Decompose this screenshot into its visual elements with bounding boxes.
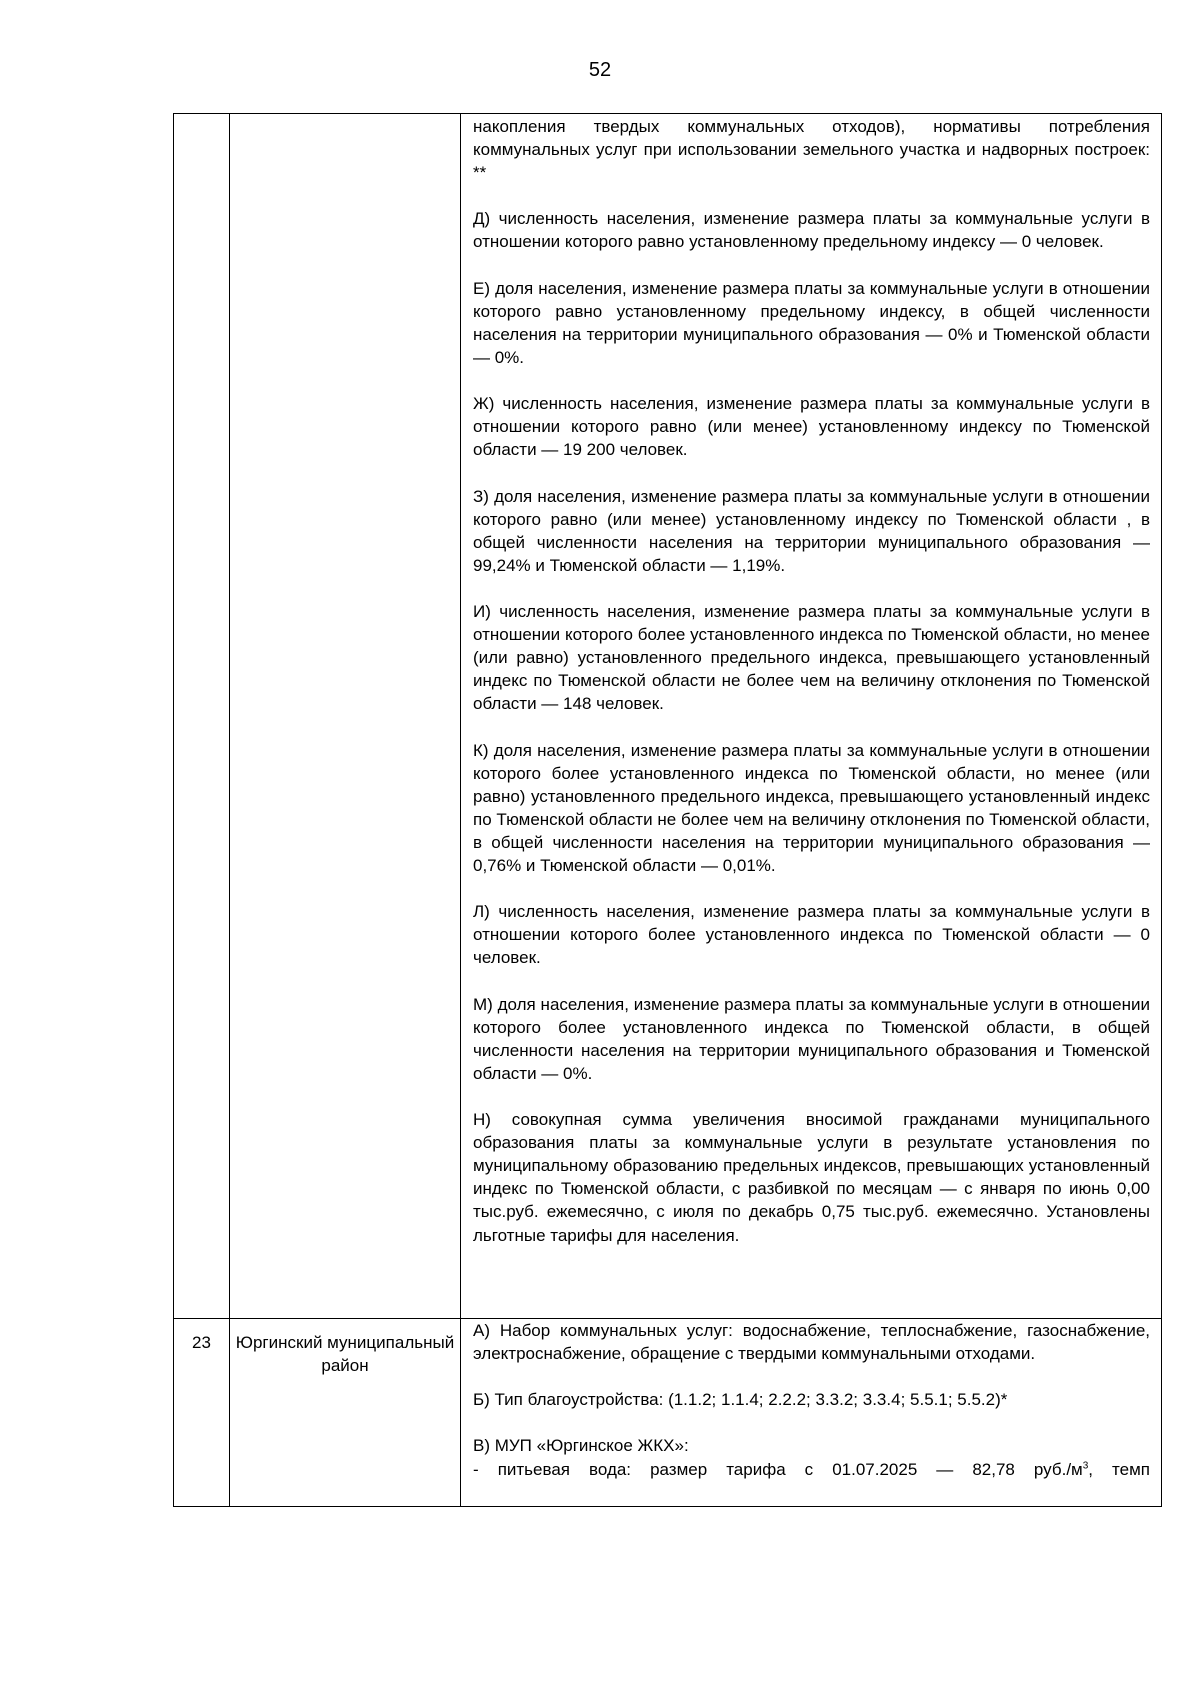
paragraph — [473, 1458, 1150, 1481]
paragraph: А) Набор коммунальных услуг: водоснабжение, теплоснабжение, газоснабжение, электроснабжение, обращение с твердыми коммунальными отходами. — [473, 1321, 1150, 1364]
superscript: 3 — [1082, 1459, 1089, 1471]
paragraph: Ж) численность населения, изменение размера платы за коммунальные услуги в отношении которого равно (или менее) установленному индексу по Тюменской области — 19 200 человек. — [473, 394, 1150, 460]
tariff-text: - питьевая вода: размер тарифа с 01.07.2025 — 82,78 руб./м — [473, 1459, 1083, 1479]
table-row — [174, 1319, 1162, 1507]
paragraph: М) доля населения, изменение размера платы за коммунальные услуги в отношении которого более установленного индекса по Тюменской области, в общей численности населения на территории муниципального образования и Тюменской области — 0%. — [473, 994, 1150, 1083]
municipality-cell: Юргинский муниципальный район — [230, 1319, 461, 1507]
paragraph: З) доля населения, изменение размера платы за коммунальные услуги в отношении которого равно (или менее) установленному индексу по Тюменской области , в общей численности населения на территории муниципального образования — 99,24% и Тюменской области — 1,19%. — [473, 486, 1150, 575]
paragraph: К) доля населения, изменение размера платы за коммунальные услуги в отношении которого более установленного индекса по Тюменской области, но менее (или равно) установленного предельного индекса, превышающего установленный индекс по Тюменской области не более чем на величину отклонения по Тюменской области, в общей численности населения на территории муниципального образования — 0,76% и Тюменской области — 0,01%. — [473, 740, 1150, 875]
paragraph: Е) доля населения, изменение размера платы за коммунальные услуги в отношении которого равно установленному предельному индексу, в общей численности населения на территории муниципального образования — 0% и Тюменской области — 0%. — [473, 278, 1150, 367]
municipality-cell — [230, 114, 461, 1319]
paragraph: Н) совокупная сумма увеличения вносимой гражданами муниципального образования платы за коммунальные услуги в результате установления по муниципальному образованию предельных индексов, превышающих установленный индекс по Тюменской области, с разбивкой по месяцам — с января по июнь 0,00 тыс.руб. ежемесячно, с июля по декабрь 0,75 тыс.руб. ежемесячно. Установлены льготные тарифы для населения. — [473, 1110, 1150, 1245]
page-number: 52 — [588, 59, 612, 81]
tariff-table — [173, 113, 1162, 1507]
description-cell — [461, 1319, 1162, 1507]
paragraph: И) численность населения, изменение размера платы за коммунальные услуги в отношении которого более установленного индекса по Тюменской области, но менее (или равно) установленного предельного индекса, превышающего установленный индекс по Тюменской области не более чем на величину отклонения по Тюменской области — 148 человек. — [473, 601, 1150, 714]
paragraph: Б) Тип благоустройства: (1.1.2; 1.1.4; 2.2.2; 3.3.2; 3.3.4; 5.5.1; 5.5.2)* — [473, 1390, 1008, 1410]
paragraph: Д) численность населения, изменение размера платы за коммунальные услуги в отношении которого равно установленному предельному индексу — 0 человек. — [473, 209, 1150, 252]
table-row — [174, 114, 1162, 1319]
row-number-cell: 23 — [174, 1319, 230, 1507]
description-cell — [461, 114, 1162, 1319]
row-number-cell — [174, 114, 230, 1319]
tariff-text-tail: , темп — [1088, 1459, 1150, 1479]
paragraph: Л) численность населения, изменение размера платы за коммунальные услуги в отношении которого более установленного индекса по Тюменской области — 0 человек. — [473, 902, 1150, 968]
paragraph: В) МУП «Юргинское ЖКХ»: — [473, 1436, 689, 1456]
paragraph: накопления твердых коммунальных отходов), нормативы потребления коммунальных услуг при использовании земельного участка и надворных построек: ** — [473, 117, 1150, 183]
